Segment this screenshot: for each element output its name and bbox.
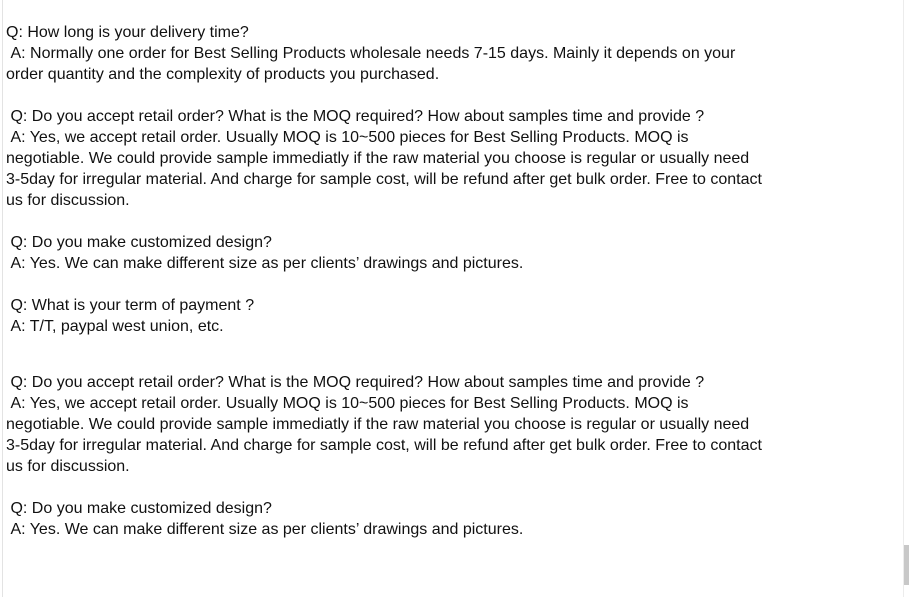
faq-question: Q: Do you make customized design? — [6, 234, 272, 251]
faq-question: Q: What is your term of payment ? — [6, 297, 255, 314]
faq-answer: A: Normally one order for Best Selling Products wholesale needs 7-15 days. Mainly it depends on your order quantity and the complexity of products you purchased. — [6, 45, 740, 83]
faq-item — [6, 295, 766, 337]
faq-answer: A: T/T, paypal west union, etc. — [6, 318, 224, 335]
faq-question: Q: Do you accept retail order? What is the MOQ required? How about samples time and provide ? — [6, 374, 705, 391]
spacer — [6, 477, 766, 498]
spacer — [6, 85, 766, 106]
faq-answer: A: Yes. We can make different size as per clients’ drawings and pictures. — [6, 255, 524, 272]
spacer — [6, 274, 766, 295]
faq-item — [6, 22, 766, 85]
faq-item — [6, 498, 766, 540]
faq-answer: A: Yes, we accept retail order. Usually MOQ is 10~500 pieces for Best Selling Products. MOQ is negotiable. We could provide sample immediatly if the raw material you choose is regular or usually need 3-5day for irregular material. And charge for sample cost, will be refund after get bulk order. Free to contact us for discussion. — [6, 395, 767, 475]
faq-content — [6, 22, 766, 540]
left-divider — [2, 0, 3, 597]
faq-question: Q: Do you accept retail order? What is the MOQ required? How about samples time and provide ? — [6, 108, 705, 125]
spacer — [6, 211, 766, 232]
faq-item — [6, 372, 766, 477]
faq-answer: A: Yes. We can make different size as per clients’ drawings and pictures. — [6, 521, 524, 538]
scrollbar-thumb[interactable] — [904, 545, 909, 585]
faq-question: Q: Do you make customized design? — [6, 500, 272, 517]
spacer — [6, 337, 766, 372]
faq-item — [6, 232, 766, 274]
faq-question: Q: How long is your delivery time? — [6, 24, 249, 41]
faq-item — [6, 106, 766, 211]
right-divider — [903, 0, 904, 597]
faq-answer: A: Yes, we accept retail order. Usually MOQ is 10~500 pieces for Best Selling Products. MOQ is negotiable. We could provide sample immediatly if the raw material you choose is regular or usually need 3-5day for irregular material. And charge for sample cost, will be refund after get bulk order. Free to contact us for discussion. — [6, 129, 767, 209]
